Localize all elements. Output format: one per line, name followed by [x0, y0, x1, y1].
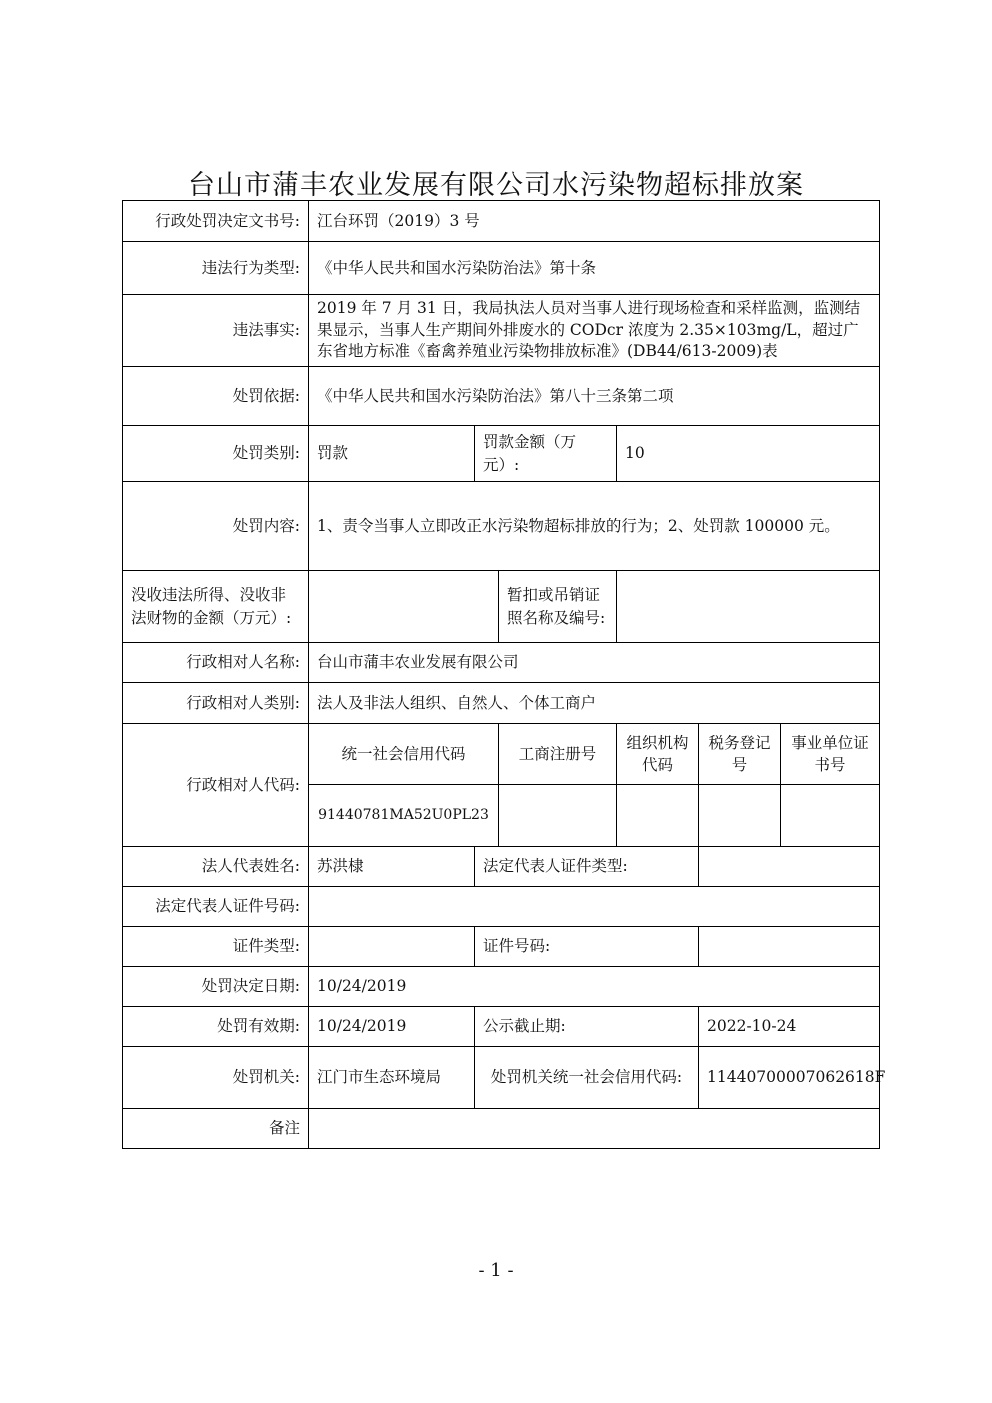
violation-type-label: 违法行为类型: [123, 242, 309, 295]
code-value-org-code [617, 785, 699, 847]
authority-code-value: 11440700007062618F [699, 1047, 880, 1109]
confiscation-value [309, 571, 499, 643]
decision-no-value: 江台环罚（2019）3 号 [309, 201, 880, 242]
decision-no-label: 行政处罚决定文书号: [123, 201, 309, 242]
legal-rep-id-no-label: 法定代表人证件号码: [123, 887, 309, 927]
legal-rep-id-type-value [699, 847, 880, 887]
valid-date-value: 10/24/2019 [309, 1007, 475, 1047]
document-title: 台山市蒲丰农业发展有限公司水污染物超标排放案 [188, 170, 804, 201]
valid-date-label: 处罚有效期: [123, 1007, 309, 1047]
row-legal-rep [123, 847, 880, 887]
row-authority [123, 1047, 880, 1109]
row-id [123, 927, 880, 967]
code-header-business-reg: 工商注册号 [499, 724, 617, 785]
row-party-name [123, 643, 880, 683]
party-type-label: 行政相对人类别: [123, 683, 309, 724]
content-label: 处罚内容: [123, 482, 309, 571]
row-decision-no [123, 201, 880, 242]
authority-code-label: 处罚机关统一社会信用代码: [475, 1047, 699, 1109]
violation-type-value: 《中华人民共和国水污染防治法》第十条 [309, 242, 880, 295]
publicity-end-value: 2022-10-24 [699, 1007, 880, 1047]
party-type-value: 法人及非法人组织、自然人、个体工商户 [309, 683, 880, 724]
decision-date-value: 10/24/2019 [309, 967, 880, 1007]
row-penalty-type [123, 426, 880, 482]
legal-rep-id-no-value [309, 887, 880, 927]
legal-rep-id-type-label: 法定代表人证件类型: [475, 847, 699, 887]
code-value-institution-cert [781, 785, 880, 847]
authority-label: 处罚机关: [123, 1047, 309, 1109]
party-name-label: 行政相对人名称: [123, 643, 309, 683]
basis-label: 处罚依据: [123, 367, 309, 426]
code-value-business-reg [499, 785, 617, 847]
violation-facts-label: 违法事实: [123, 295, 309, 367]
row-violation-facts [123, 295, 880, 367]
code-value-tax-reg [699, 785, 781, 847]
suspension-value [617, 571, 880, 643]
penalty-type-value: 罚款 [309, 426, 475, 482]
basis-value: 《中华人民共和国水污染防治法》第八十三条第二项 [309, 367, 880, 426]
row-remarks [123, 1109, 880, 1149]
row-confiscation [123, 571, 880, 643]
party-name-value: 台山市蒲丰农业发展有限公司 [309, 643, 880, 683]
remarks-label: 备注 [123, 1109, 309, 1149]
publicity-end-label: 公示截止期: [475, 1007, 699, 1047]
remarks-value [309, 1109, 880, 1149]
content-value: 1、责令当事人立即改正水污染物超标排放的行为；2、处罚款 100000 元。 [309, 482, 880, 571]
penalty-info-table [122, 200, 886, 1149]
decision-date-label: 处罚决定日期: [123, 967, 309, 1007]
id-type-value [309, 927, 475, 967]
page-number: - 1 - [478, 1260, 514, 1281]
row-basis [123, 367, 880, 426]
party-code-label: 行政相对人代码: [123, 724, 309, 847]
row-content [123, 482, 880, 571]
code-value-credit: 91440781MA52U0PL23 [309, 785, 499, 847]
row-valid-date [123, 1007, 880, 1047]
code-header-institution-cert: 事业单位证书号 [781, 724, 880, 785]
code-header-org-code: 组织机构代码 [617, 724, 699, 785]
row-decision-date [123, 967, 880, 1007]
fine-amount-label: 罚款金额（万元）: [475, 426, 617, 482]
fine-amount-value: 10 [617, 426, 880, 482]
penalty-type-label: 处罚类别: [123, 426, 309, 482]
authority-value: 江门市生态环境局 [309, 1047, 475, 1109]
row-party-type [123, 683, 880, 724]
row-legal-rep-id-no [123, 887, 880, 927]
suspension-label: 暂扣或吊销证照名称及编号: [499, 571, 617, 643]
violation-facts-value: 2019 年 7 月 31 日，我局执法人员对当事人进行现场检查和采样监测，监测结果显示，当事人生产期间外排废水的 CODcr 浓度为 2.35×103mg/L，超过广东省地方标准《畜禽养殖业污染物排放标准》(DB44/613-2009)表 [309, 295, 880, 367]
code-header-tax-reg: 税务登记号 [699, 724, 781, 785]
legal-rep-label: 法人代表姓名: [123, 847, 309, 887]
confiscation-label: 没收违法所得、没收非法财物的金额（万元）: [123, 571, 309, 643]
row-violation-type [123, 242, 880, 295]
id-no-label: 证件号码: [475, 927, 699, 967]
id-type-label: 证件类型: [123, 927, 309, 967]
row-code-headers [123, 724, 880, 785]
code-header-credit: 统一社会信用代码 [309, 724, 499, 785]
id-no-value [699, 927, 880, 967]
legal-rep-value: 苏洪棣 [309, 847, 475, 887]
